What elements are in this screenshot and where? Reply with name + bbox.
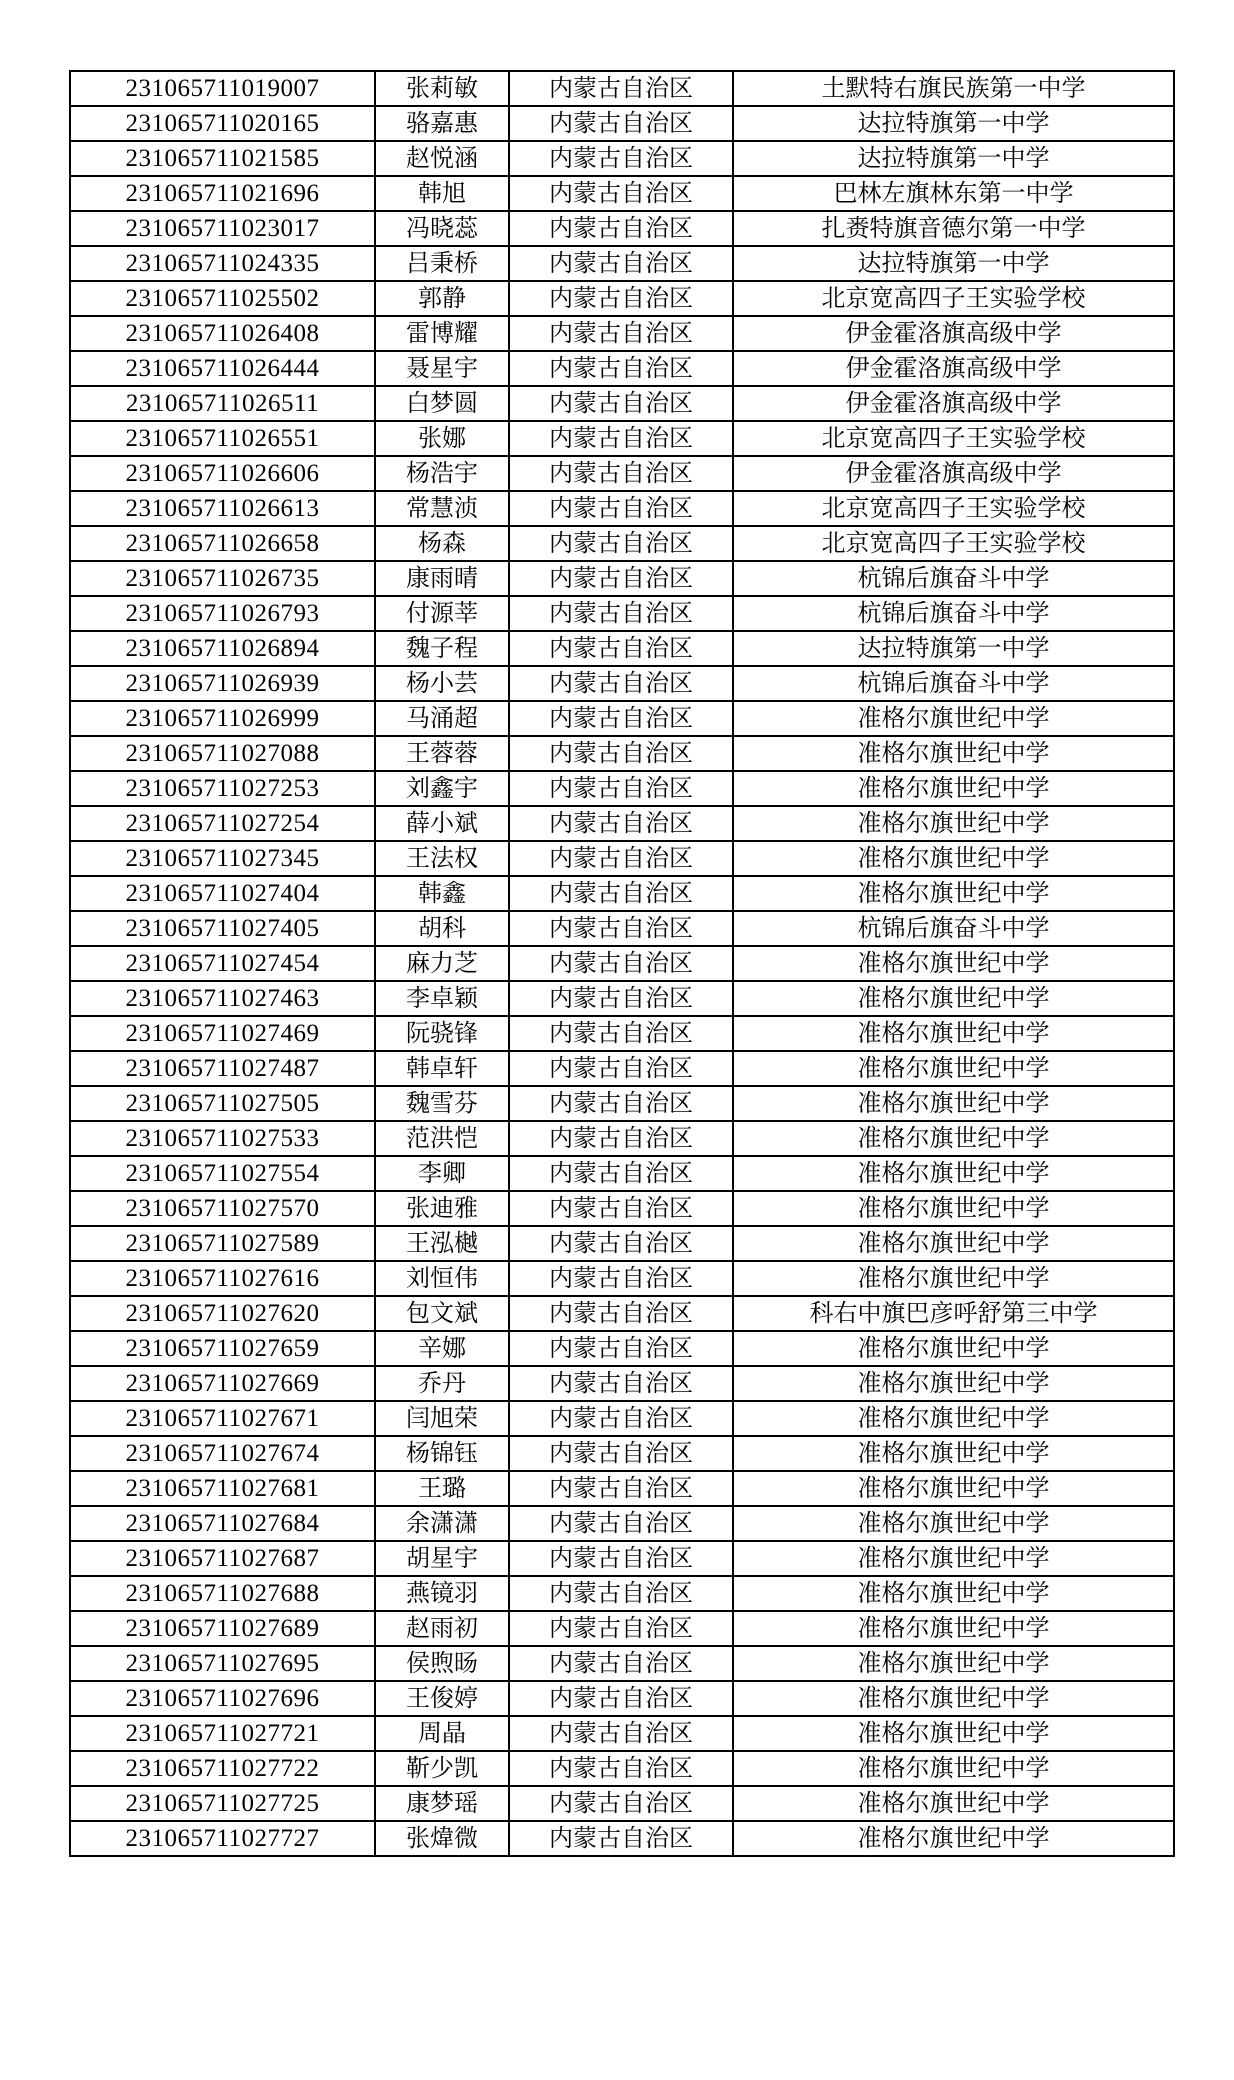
region-cell: 内蒙古自治区 — [509, 841, 733, 876]
table-row — [70, 736, 1174, 771]
student-name-cell: 韩卓轩 — [375, 1051, 509, 1086]
table-row — [70, 911, 1174, 946]
table-row — [70, 71, 1174, 106]
table-row — [70, 946, 1174, 981]
region-cell: 内蒙古自治区 — [509, 211, 733, 246]
exam-id-cell: 231065711019007 — [70, 71, 375, 106]
exam-id-cell: 231065711026999 — [70, 701, 375, 736]
table-row — [70, 316, 1174, 351]
exam-id-cell: 231065711027487 — [70, 1051, 375, 1086]
exam-id-cell: 231065711025502 — [70, 281, 375, 316]
exam-id-cell: 231065711027687 — [70, 1541, 375, 1576]
student-name-cell: 王蓉蓉 — [375, 736, 509, 771]
student-name-cell: 胡星宇 — [375, 1541, 509, 1576]
region-cell: 内蒙古自治区 — [509, 106, 733, 141]
table-row — [70, 841, 1174, 876]
region-cell: 内蒙古自治区 — [509, 631, 733, 666]
region-cell: 内蒙古自治区 — [509, 911, 733, 946]
table-row — [70, 1471, 1174, 1506]
school-cell: 准格尔旗世纪中学 — [733, 1156, 1174, 1191]
region-cell: 内蒙古自治区 — [509, 1471, 733, 1506]
student-name-cell: 吕秉桥 — [375, 246, 509, 281]
school-cell: 伊金霍洛旗高级中学 — [733, 351, 1174, 386]
table-row — [70, 1226, 1174, 1261]
table-row — [70, 1576, 1174, 1611]
table-row — [70, 386, 1174, 421]
school-cell: 北京宽高四子王实验学校 — [733, 526, 1174, 561]
table-row — [70, 176, 1174, 211]
student-name-cell: 胡科 — [375, 911, 509, 946]
table-row — [70, 141, 1174, 176]
school-cell: 准格尔旗世纪中学 — [733, 1646, 1174, 1681]
table-row — [70, 106, 1174, 141]
region-cell: 内蒙古自治区 — [509, 771, 733, 806]
region-cell: 内蒙古自治区 — [509, 421, 733, 456]
region-cell: 内蒙古自治区 — [509, 316, 733, 351]
region-cell: 内蒙古自治区 — [509, 561, 733, 596]
exam-id-cell: 231065711026606 — [70, 456, 375, 491]
region-cell: 内蒙古自治区 — [509, 526, 733, 561]
exam-id-cell: 231065711024335 — [70, 246, 375, 281]
region-cell: 内蒙古自治区 — [509, 1436, 733, 1471]
region-cell: 内蒙古自治区 — [509, 1541, 733, 1576]
region-cell: 内蒙古自治区 — [509, 71, 733, 106]
region-cell: 内蒙古自治区 — [509, 666, 733, 701]
student-name-cell: 郭静 — [375, 281, 509, 316]
exam-id-cell: 231065711027589 — [70, 1226, 375, 1261]
school-cell: 准格尔旗世纪中学 — [733, 1436, 1174, 1471]
table-row — [70, 1121, 1174, 1156]
exam-id-cell: 231065711026613 — [70, 491, 375, 526]
region-cell: 内蒙古自治区 — [509, 1156, 733, 1191]
school-cell: 准格尔旗世纪中学 — [733, 1716, 1174, 1751]
student-name-cell: 康雨晴 — [375, 561, 509, 596]
student-name-cell: 白梦圆 — [375, 386, 509, 421]
region-cell: 内蒙古自治区 — [509, 946, 733, 981]
table-row — [70, 211, 1174, 246]
region-cell: 内蒙古自治区 — [509, 981, 733, 1016]
region-cell: 内蒙古自治区 — [509, 1121, 733, 1156]
student-name-cell: 杨小芸 — [375, 666, 509, 701]
region-cell: 内蒙古自治区 — [509, 1506, 733, 1541]
school-cell: 准格尔旗世纪中学 — [733, 1786, 1174, 1821]
school-cell: 准格尔旗世纪中学 — [733, 1576, 1174, 1611]
student-name-cell: 魏子程 — [375, 631, 509, 666]
school-cell: 伊金霍洛旗高级中学 — [733, 386, 1174, 421]
region-cell: 内蒙古自治区 — [509, 1296, 733, 1331]
table-row — [70, 246, 1174, 281]
region-cell: 内蒙古自治区 — [509, 736, 733, 771]
table-row — [70, 1506, 1174, 1541]
exam-id-cell: 231065711026939 — [70, 666, 375, 701]
table-row — [70, 806, 1174, 841]
region-cell: 内蒙古自治区 — [509, 1226, 733, 1261]
exam-id-cell: 231065711027616 — [70, 1261, 375, 1296]
exam-id-cell: 231065711027254 — [70, 806, 375, 841]
school-cell: 准格尔旗世纪中学 — [733, 1611, 1174, 1646]
region-cell: 内蒙古自治区 — [509, 281, 733, 316]
student-name-cell: 赵雨初 — [375, 1611, 509, 1646]
student-name-cell: 骆嘉惠 — [375, 106, 509, 141]
table-row — [70, 1436, 1174, 1471]
table-row — [70, 876, 1174, 911]
student-name-cell: 杨森 — [375, 526, 509, 561]
region-cell: 内蒙古自治区 — [509, 176, 733, 211]
table-row — [70, 1786, 1174, 1821]
exam-id-cell: 231065711027659 — [70, 1331, 375, 1366]
exam-id-cell: 231065711027469 — [70, 1016, 375, 1051]
exam-id-cell: 231065711027405 — [70, 911, 375, 946]
exam-id-cell: 231065711027533 — [70, 1121, 375, 1156]
exam-id-cell: 231065711027554 — [70, 1156, 375, 1191]
school-cell: 准格尔旗世纪中学 — [733, 736, 1174, 771]
school-cell: 准格尔旗世纪中学 — [733, 1086, 1174, 1121]
exam-id-cell: 231065711020165 — [70, 106, 375, 141]
student-name-cell: 雷博耀 — [375, 316, 509, 351]
table-row — [70, 1296, 1174, 1331]
exam-id-cell: 231065711027671 — [70, 1401, 375, 1436]
student-name-cell: 马涌超 — [375, 701, 509, 736]
school-cell: 准格尔旗世纪中学 — [733, 1051, 1174, 1086]
table-row — [70, 1401, 1174, 1436]
student-name-cell: 辛娜 — [375, 1331, 509, 1366]
region-cell: 内蒙古自治区 — [509, 1051, 733, 1086]
region-cell: 内蒙古自治区 — [509, 1331, 733, 1366]
table-row — [70, 561, 1174, 596]
school-cell: 准格尔旗世纪中学 — [733, 1366, 1174, 1401]
table-row — [70, 1051, 1174, 1086]
exam-id-cell: 231065711027689 — [70, 1611, 375, 1646]
exam-id-cell: 231065711026793 — [70, 596, 375, 631]
school-cell: 北京宽高四子王实验学校 — [733, 421, 1174, 456]
exam-id-cell: 231065711026735 — [70, 561, 375, 596]
exam-id-cell: 231065711027345 — [70, 841, 375, 876]
table-row — [70, 1716, 1174, 1751]
school-cell: 准格尔旗世纪中学 — [733, 1226, 1174, 1261]
exam-id-cell: 231065711027722 — [70, 1751, 375, 1786]
table-row — [70, 1611, 1174, 1646]
region-cell: 内蒙古自治区 — [509, 1786, 733, 1821]
school-cell: 科右中旗巴彦呼舒第三中学 — [733, 1296, 1174, 1331]
exam-id-cell: 231065711027454 — [70, 946, 375, 981]
school-cell: 准格尔旗世纪中学 — [733, 806, 1174, 841]
region-cell: 内蒙古自治区 — [509, 141, 733, 176]
school-cell: 准格尔旗世纪中学 — [733, 1471, 1174, 1506]
region-cell: 内蒙古自治区 — [509, 1016, 733, 1051]
student-name-cell: 李卓颖 — [375, 981, 509, 1016]
exam-id-cell: 231065711027088 — [70, 736, 375, 771]
region-cell: 内蒙古自治区 — [509, 1401, 733, 1436]
region-cell: 内蒙古自治区 — [509, 596, 733, 631]
table-row — [70, 1751, 1174, 1786]
table-row — [70, 351, 1174, 386]
table-row — [70, 421, 1174, 456]
school-cell: 杭锦后旗奋斗中学 — [733, 561, 1174, 596]
roster-table-body — [70, 71, 1174, 1856]
exam-id-cell: 231065711027620 — [70, 1296, 375, 1331]
table-row — [70, 1261, 1174, 1296]
exam-id-cell: 231065711027404 — [70, 876, 375, 911]
table-row — [70, 1331, 1174, 1366]
region-cell: 内蒙古自治区 — [509, 1086, 733, 1121]
student-name-cell: 常慧浈 — [375, 491, 509, 526]
school-cell: 准格尔旗世纪中学 — [733, 771, 1174, 806]
student-name-cell: 余潇潇 — [375, 1506, 509, 1541]
exam-id-cell: 231065711026444 — [70, 351, 375, 386]
school-cell: 准格尔旗世纪中学 — [733, 841, 1174, 876]
student-name-cell: 赵悦涵 — [375, 141, 509, 176]
table-row — [70, 491, 1174, 526]
student-name-cell: 魏雪芬 — [375, 1086, 509, 1121]
school-cell: 伊金霍洛旗高级中学 — [733, 456, 1174, 491]
exam-id-cell: 231065711027695 — [70, 1646, 375, 1681]
table-row — [70, 1156, 1174, 1191]
student-name-cell: 杨浩宇 — [375, 456, 509, 491]
region-cell: 内蒙古自治区 — [509, 876, 733, 911]
student-name-cell: 阮骁锋 — [375, 1016, 509, 1051]
region-cell: 内蒙古自治区 — [509, 1716, 733, 1751]
table-row — [70, 281, 1174, 316]
table-row — [70, 1646, 1174, 1681]
school-cell: 准格尔旗世纪中学 — [733, 1541, 1174, 1576]
region-cell: 内蒙古自治区 — [509, 1191, 733, 1226]
table-row — [70, 1821, 1174, 1856]
exam-id-cell: 231065711027727 — [70, 1821, 375, 1856]
student-name-cell: 王俊婷 — [375, 1681, 509, 1716]
student-name-cell: 王法权 — [375, 841, 509, 876]
school-cell: 准格尔旗世纪中学 — [733, 1751, 1174, 1786]
student-name-cell: 张煒微 — [375, 1821, 509, 1856]
student-name-cell: 张莉敏 — [375, 71, 509, 106]
exam-id-cell: 231065711027669 — [70, 1366, 375, 1401]
exam-id-cell: 231065711021585 — [70, 141, 375, 176]
school-cell: 准格尔旗世纪中学 — [733, 1191, 1174, 1226]
school-cell: 准格尔旗世纪中学 — [733, 1821, 1174, 1856]
table-row — [70, 1681, 1174, 1716]
exam-id-cell: 231065711027688 — [70, 1576, 375, 1611]
region-cell: 内蒙古自治区 — [509, 456, 733, 491]
student-name-cell: 康梦瑶 — [375, 1786, 509, 1821]
school-cell: 土默特右旗民族第一中学 — [733, 71, 1174, 106]
school-cell: 准格尔旗世纪中学 — [733, 1506, 1174, 1541]
school-cell: 达拉特旗第一中学 — [733, 106, 1174, 141]
region-cell: 内蒙古自治区 — [509, 806, 733, 841]
school-cell: 北京宽高四子王实验学校 — [733, 281, 1174, 316]
exam-id-cell: 231065711027681 — [70, 1471, 375, 1506]
school-cell: 准格尔旗世纪中学 — [733, 981, 1174, 1016]
school-cell: 杭锦后旗奋斗中学 — [733, 911, 1174, 946]
school-cell: 达拉特旗第一中学 — [733, 631, 1174, 666]
student-name-cell: 刘鑫宇 — [375, 771, 509, 806]
school-cell: 准格尔旗世纪中学 — [733, 701, 1174, 736]
school-cell: 准格尔旗世纪中学 — [733, 1261, 1174, 1296]
school-cell: 杭锦后旗奋斗中学 — [733, 666, 1174, 701]
table-row — [70, 701, 1174, 736]
exam-id-cell: 231065711027696 — [70, 1681, 375, 1716]
school-cell: 准格尔旗世纪中学 — [733, 1681, 1174, 1716]
region-cell: 内蒙古自治区 — [509, 1821, 733, 1856]
table-row — [70, 771, 1174, 806]
table-row — [70, 981, 1174, 1016]
table-row — [70, 1366, 1174, 1401]
region-cell: 内蒙古自治区 — [509, 1646, 733, 1681]
student-name-cell: 韩旭 — [375, 176, 509, 211]
exam-id-cell: 231065711026551 — [70, 421, 375, 456]
table-row — [70, 631, 1174, 666]
school-cell: 达拉特旗第一中学 — [733, 246, 1174, 281]
exam-id-cell: 231065711027684 — [70, 1506, 375, 1541]
exam-id-cell: 231065711027674 — [70, 1436, 375, 1471]
school-cell: 北京宽高四子王实验学校 — [733, 491, 1174, 526]
exam-id-cell: 231065711023017 — [70, 211, 375, 246]
student-name-cell: 包文斌 — [375, 1296, 509, 1331]
student-name-cell: 燕镜羽 — [375, 1576, 509, 1611]
table-row — [70, 1191, 1174, 1226]
student-name-cell: 张迪雅 — [375, 1191, 509, 1226]
school-cell: 准格尔旗世纪中学 — [733, 1016, 1174, 1051]
exam-id-cell: 231065711026894 — [70, 631, 375, 666]
region-cell: 内蒙古自治区 — [509, 386, 733, 421]
student-name-cell: 乔丹 — [375, 1366, 509, 1401]
school-cell: 准格尔旗世纪中学 — [733, 876, 1174, 911]
school-cell: 伊金霍洛旗高级中学 — [733, 316, 1174, 351]
school-cell: 扎赉特旗音德尔第一中学 — [733, 211, 1174, 246]
region-cell: 内蒙古自治区 — [509, 1751, 733, 1786]
student-name-cell: 闫旭荣 — [375, 1401, 509, 1436]
region-cell: 内蒙古自治区 — [509, 1261, 733, 1296]
exam-id-cell: 231065711027463 — [70, 981, 375, 1016]
exam-id-cell: 231065711026658 — [70, 526, 375, 561]
table-row — [70, 596, 1174, 631]
table-row — [70, 526, 1174, 561]
school-cell: 杭锦后旗奋斗中学 — [733, 596, 1174, 631]
student-name-cell: 侯煦旸 — [375, 1646, 509, 1681]
student-name-cell: 王璐 — [375, 1471, 509, 1506]
region-cell: 内蒙古自治区 — [509, 701, 733, 736]
school-cell: 准格尔旗世纪中学 — [733, 1331, 1174, 1366]
table-row — [70, 666, 1174, 701]
student-name-cell: 薛小斌 — [375, 806, 509, 841]
exam-id-cell: 231065711027725 — [70, 1786, 375, 1821]
student-name-cell: 聂星宇 — [375, 351, 509, 386]
student-name-cell: 张娜 — [375, 421, 509, 456]
exam-id-cell: 231065711027505 — [70, 1086, 375, 1121]
region-cell: 内蒙古自治区 — [509, 351, 733, 386]
school-cell: 准格尔旗世纪中学 — [733, 1121, 1174, 1156]
exam-id-cell: 231065711021696 — [70, 176, 375, 211]
school-cell: 巴林左旗林东第一中学 — [733, 176, 1174, 211]
region-cell: 内蒙古自治区 — [509, 1681, 733, 1716]
student-name-cell: 刘恒伟 — [375, 1261, 509, 1296]
exam-id-cell: 231065711027570 — [70, 1191, 375, 1226]
school-cell: 准格尔旗世纪中学 — [733, 946, 1174, 981]
region-cell: 内蒙古自治区 — [509, 1611, 733, 1646]
region-cell: 内蒙古自治区 — [509, 491, 733, 526]
student-name-cell: 李卿 — [375, 1156, 509, 1191]
student-name-cell: 麻力芝 — [375, 946, 509, 981]
student-name-cell: 付源莘 — [375, 596, 509, 631]
roster-table — [69, 70, 1175, 1857]
exam-id-cell: 231065711027253 — [70, 771, 375, 806]
exam-id-cell: 231065711026511 — [70, 386, 375, 421]
student-name-cell: 范洪恺 — [375, 1121, 509, 1156]
table-row — [70, 456, 1174, 491]
student-name-cell: 冯晓蕊 — [375, 211, 509, 246]
student-name-cell: 靳少凯 — [375, 1751, 509, 1786]
table-row — [70, 1016, 1174, 1051]
region-cell: 内蒙古自治区 — [509, 1366, 733, 1401]
table-row — [70, 1541, 1174, 1576]
student-name-cell: 周晶 — [375, 1716, 509, 1751]
student-name-cell: 王泓樾 — [375, 1226, 509, 1261]
region-cell: 内蒙古自治区 — [509, 246, 733, 281]
table-row — [70, 1086, 1174, 1121]
exam-id-cell: 231065711026408 — [70, 316, 375, 351]
region-cell: 内蒙古自治区 — [509, 1576, 733, 1611]
student-name-cell: 杨锦钰 — [375, 1436, 509, 1471]
school-cell: 准格尔旗世纪中学 — [733, 1401, 1174, 1436]
school-cell: 达拉特旗第一中学 — [733, 141, 1174, 176]
exam-id-cell: 231065711027721 — [70, 1716, 375, 1751]
student-name-cell: 韩鑫 — [375, 876, 509, 911]
